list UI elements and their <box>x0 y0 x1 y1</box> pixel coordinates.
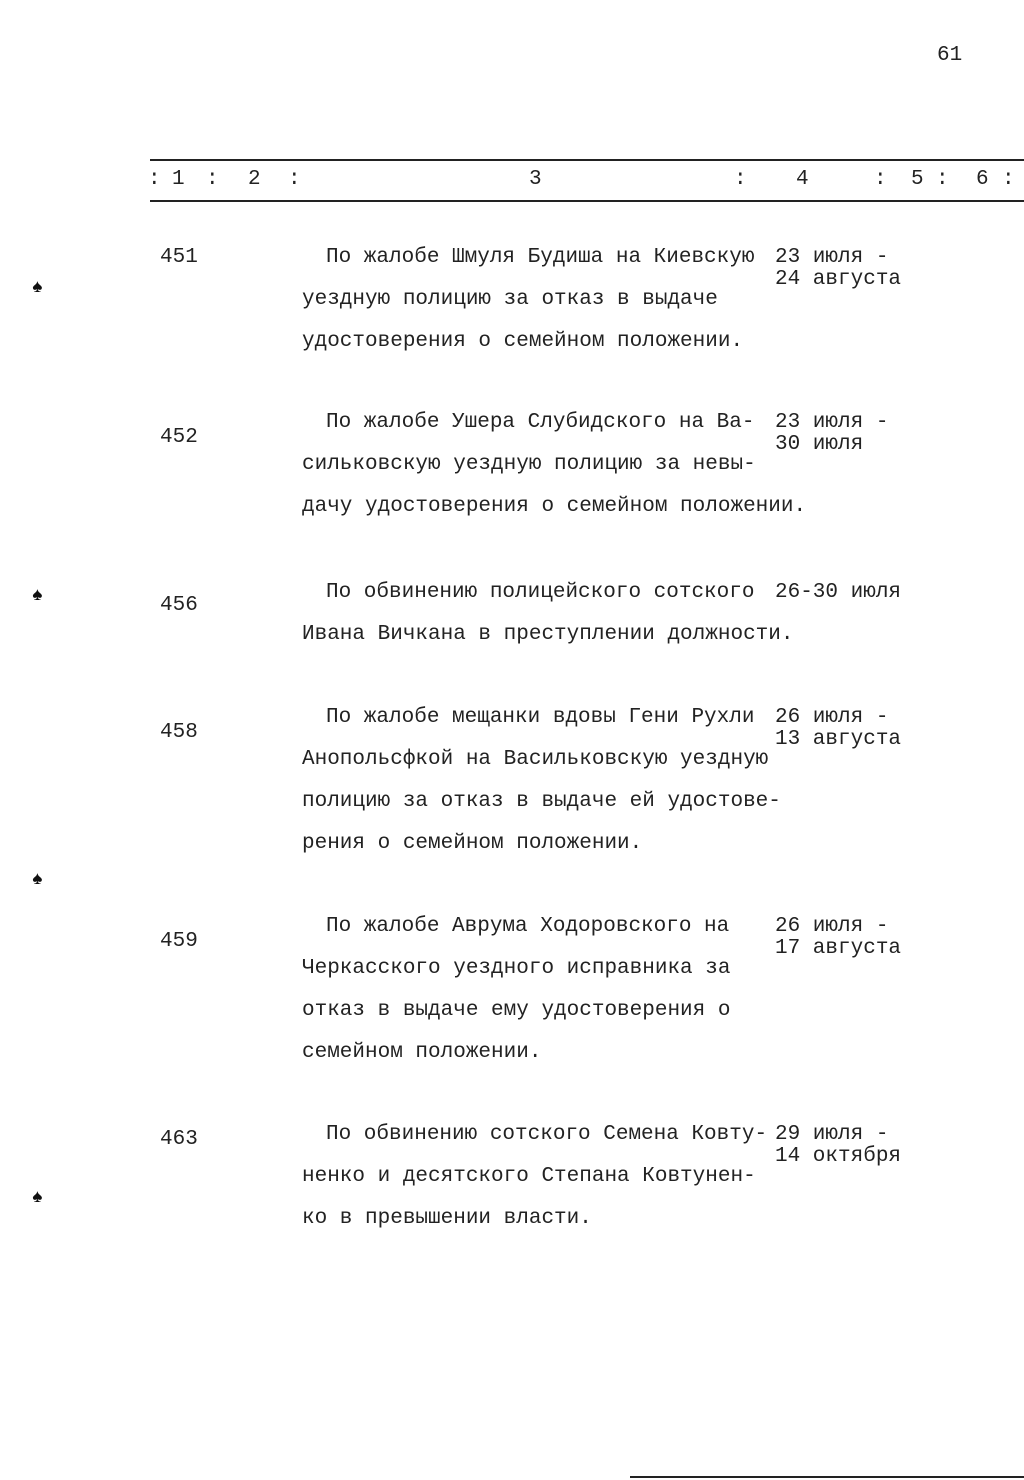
date-line: 23 июля - <box>775 246 889 269</box>
description-line: Ивана Вичкана в преступлении должности. <box>302 623 794 646</box>
header-top-rule <box>150 159 1024 161</box>
separator: : <box>288 168 301 191</box>
column-header-2: 2 <box>248 168 261 191</box>
description-line: дачу удостоверения о семейном положении. <box>302 495 807 518</box>
column-header-3: 3 <box>529 168 542 191</box>
separator: : <box>206 168 219 191</box>
description-line: По обвинению сотского Семена Ковту- <box>326 1123 768 1146</box>
entry-number: 463 <box>160 1128 198 1151</box>
entry-number: 456 <box>160 594 198 617</box>
description-line: По обвинению полицейского сотского <box>326 581 755 604</box>
column-header-5: 5 <box>911 168 924 191</box>
entry-date <box>775 916 901 960</box>
column-header-6: 6 <box>976 168 989 191</box>
separator: : <box>1002 168 1015 191</box>
separator: : <box>734 168 747 191</box>
margin-mark: ♠ <box>32 1188 43 1208</box>
entry-date <box>775 412 888 456</box>
separator: : <box>936 168 949 191</box>
margin-mark: ♠ <box>32 278 43 298</box>
entry-number: 458 <box>160 721 198 744</box>
description-line: По жалобе мещанки вдовы Гени Рухли <box>326 706 755 729</box>
date-line: 13 августа <box>775 728 902 751</box>
date-line: 23 июля - <box>775 411 889 434</box>
description-line: По жалобе Аврума Ходоровского на <box>326 915 730 938</box>
date-line: 29 июля - <box>775 1123 889 1146</box>
header-bottom-rule <box>150 200 1024 202</box>
page-number: 61 <box>937 44 963 67</box>
description-line: ненко и десятского Степана Ковтунен- <box>302 1165 756 1188</box>
description-line: Черкасского уездного исправника за <box>302 957 731 980</box>
margin-mark: ♠ <box>32 586 43 606</box>
column-header-1: 1 <box>172 168 185 191</box>
entry-date <box>775 247 901 291</box>
description-line: По жалобе Ушера Слубидского на Ва- <box>326 411 755 434</box>
entry-description <box>302 1114 767 1240</box>
entry-number: 459 <box>160 930 198 953</box>
separator: : <box>148 168 161 191</box>
column-header-4: 4 <box>796 168 809 191</box>
description-line: ко в превышении власти. <box>302 1207 592 1230</box>
date-line: 26-30 июля <box>775 581 902 604</box>
description-line: отказ в выдаче ему удостоверения о <box>302 999 731 1022</box>
separator: : <box>874 168 887 191</box>
description-line: сильковскую уездную полицию за невы- <box>302 453 756 476</box>
description-line: удостоверения о семейном положении. <box>302 330 744 353</box>
date-line: 30 июля <box>775 433 864 456</box>
entry-description <box>302 402 806 528</box>
entry-description <box>302 697 781 865</box>
date-line: 26 июля - <box>775 915 889 938</box>
description-line: Анопольсфкой на Васильковскую уездную <box>302 748 769 771</box>
entry-description <box>302 237 754 363</box>
description-line: семейном положении. <box>302 1041 542 1064</box>
entry-date <box>775 707 901 751</box>
date-line: 14 октября <box>775 1145 902 1168</box>
entry-date <box>775 1124 901 1168</box>
entry-date <box>775 582 901 604</box>
entry-number: 451 <box>160 246 198 269</box>
entry-description <box>302 906 730 1074</box>
margin-mark: ♠ <box>32 870 43 890</box>
bottom-rule <box>630 1476 1024 1478</box>
description-line: По жалобе Шмуля Будиша на Киевскую <box>326 246 755 269</box>
description-line: полицию за отказ в выдаче ей удостове- <box>302 790 781 813</box>
date-line: 17 августа <box>775 937 902 960</box>
description-line: уездную полицию за отказ в выдаче <box>302 288 718 311</box>
date-line: 26 июля - <box>775 706 889 729</box>
entry-number: 452 <box>160 426 198 449</box>
date-line: 24 августа <box>775 268 902 291</box>
entry-description <box>302 572 793 656</box>
description-line: рения о семейном положении. <box>302 832 643 855</box>
